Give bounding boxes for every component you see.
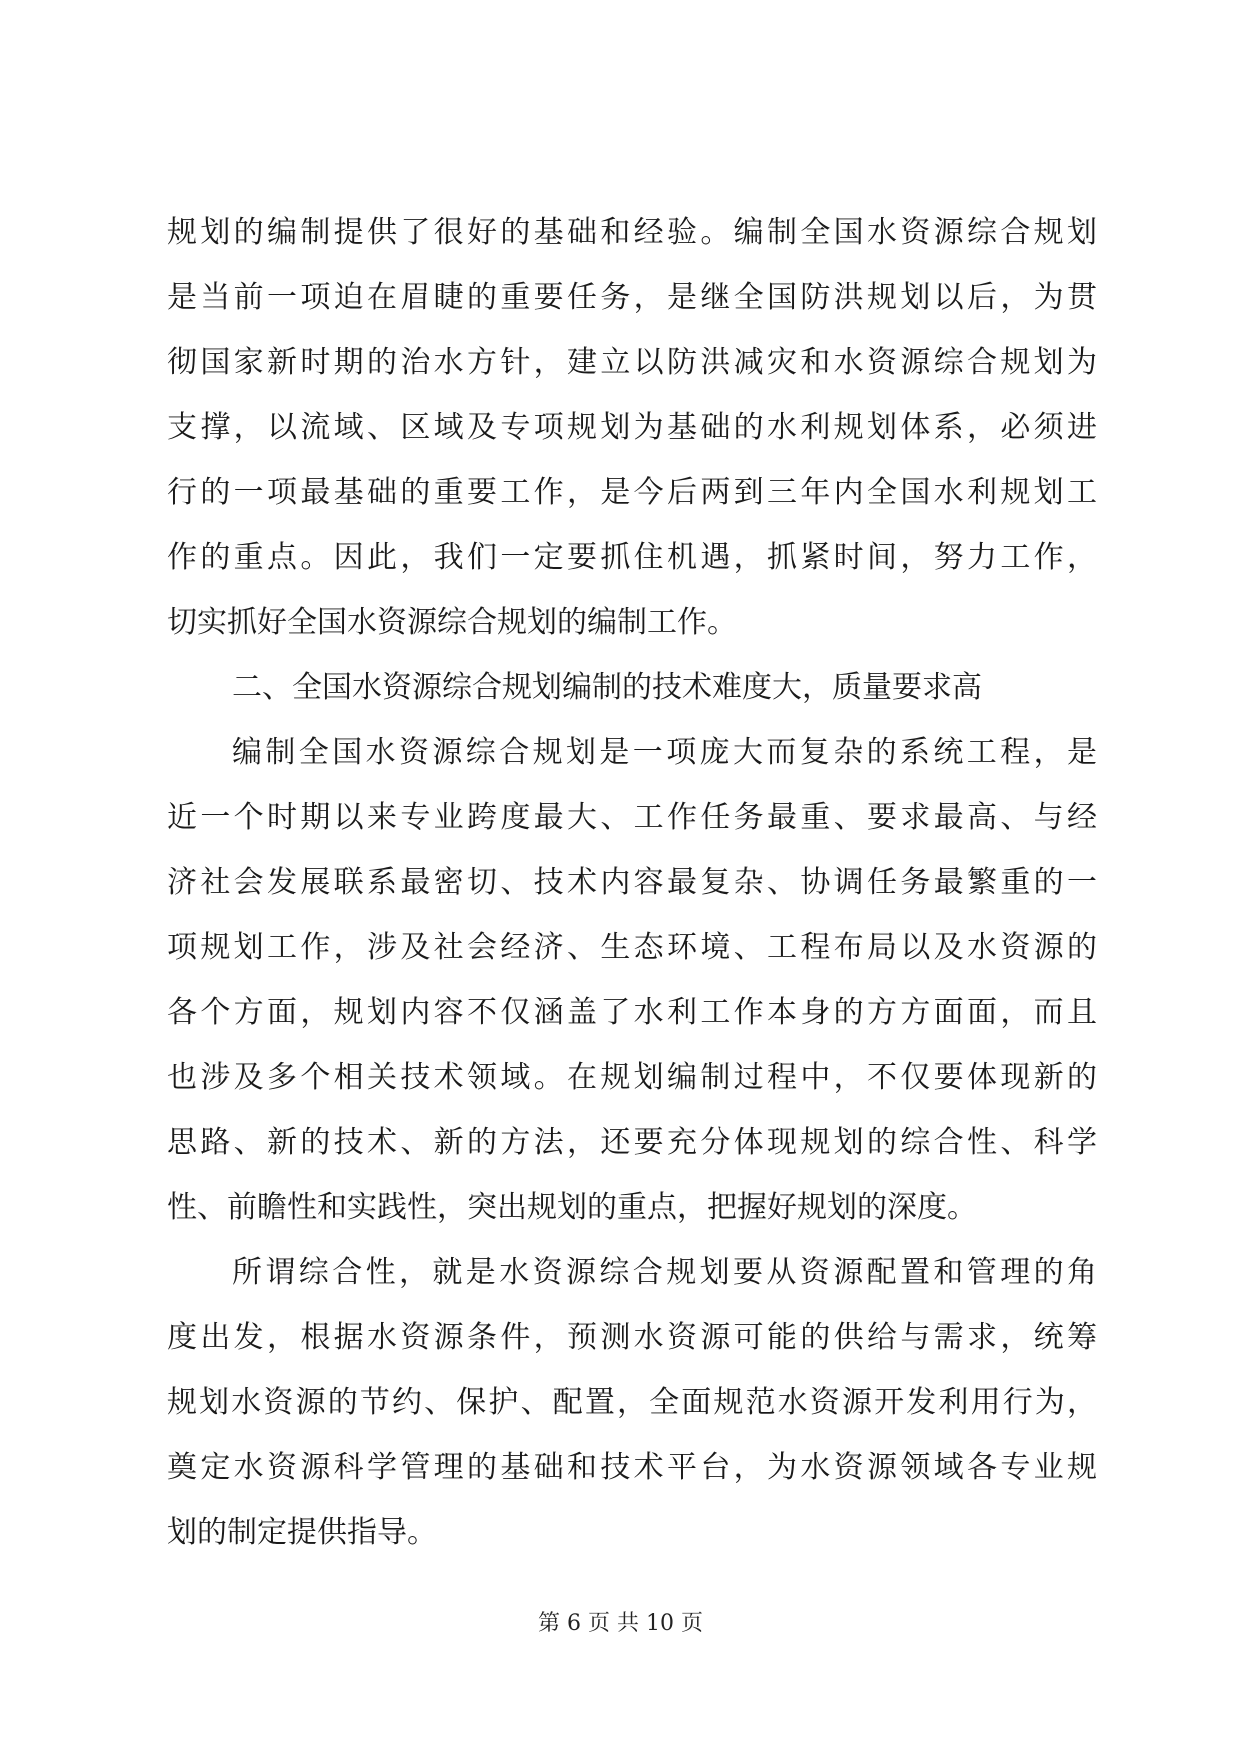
text-line-1: 规划的编制提供了很好的基础和经验。编制全国水资源综合规划 xyxy=(167,215,1097,250)
text-line-2: 是当前一项迫在眉睫的重要任务，是继全国防洪规划以后，为贯 xyxy=(167,280,1097,315)
text-line-11: 济社会发展联系最密切、技术内容最复杂、协调任务最繁重的一 xyxy=(167,865,1097,900)
text-line-4: 支撑，以流域、区域及专项规划为基础的水利规划体系，必须进 xyxy=(167,410,1097,445)
text-line-10: 近一个时期以来专业跨度最大、工作任务最重、要求最高、与经 xyxy=(167,800,1097,835)
text-line-7: 切实抓好全国水资源综合规划的编制工作。 xyxy=(167,605,737,640)
text-line-20: 奠定水资源科学管理的基础和技术平台，为水资源领域各专业规 xyxy=(167,1450,1097,1485)
text-line-6: 作的重点。因此，我们一定要抓住机遇，抓紧时间，努力工作， xyxy=(167,540,1097,575)
text-line-14: 也涉及多个相关技术领域。在规划编制过程中，不仅要体现新的 xyxy=(167,1060,1097,1095)
text-line-17: 所谓综合性，就是水资源综合规划要从资源配置和管理的角 xyxy=(232,1255,1097,1290)
text-line-5: 行的一项最基础的重要工作，是今后两到三年内全国水利规划工 xyxy=(167,475,1097,510)
text-line-19: 规划水资源的节约、保护、配置，全面规范水资源开发利用行为， xyxy=(167,1385,1097,1420)
text-line-3: 彻国家新时期的治水方针，建立以防洪减灾和水资源综合规划为 xyxy=(167,345,1097,380)
text-line-15: 思路、新的技术、新的方法，还要充分体现规划的综合性、科学 xyxy=(167,1125,1097,1160)
section-heading: 二、全国水资源综合规划编制的技术难度大，质量要求高 xyxy=(232,670,982,705)
text-line-21: 划的制定提供指导。 xyxy=(167,1515,437,1550)
text-line-13: 各个方面，规划内容不仅涵盖了水利工作本身的方方面面，而且 xyxy=(167,995,1097,1030)
text-line-16: 性、前瞻性和实践性，突出规划的重点，把握好规划的深度。 xyxy=(167,1190,977,1225)
text-line-9: 编制全国水资源综合规划是一项庞大而复杂的系统工程，是 xyxy=(232,735,1097,770)
text-line-12: 项规划工作，涉及社会经济、生态环境、工程布局以及水资源的 xyxy=(167,930,1097,965)
text-line-18: 度出发，根据水资源条件，预测水资源可能的供给与需求，统筹 xyxy=(167,1320,1097,1355)
page-footer: 第 6 页 共 10 页 xyxy=(538,1611,703,1636)
